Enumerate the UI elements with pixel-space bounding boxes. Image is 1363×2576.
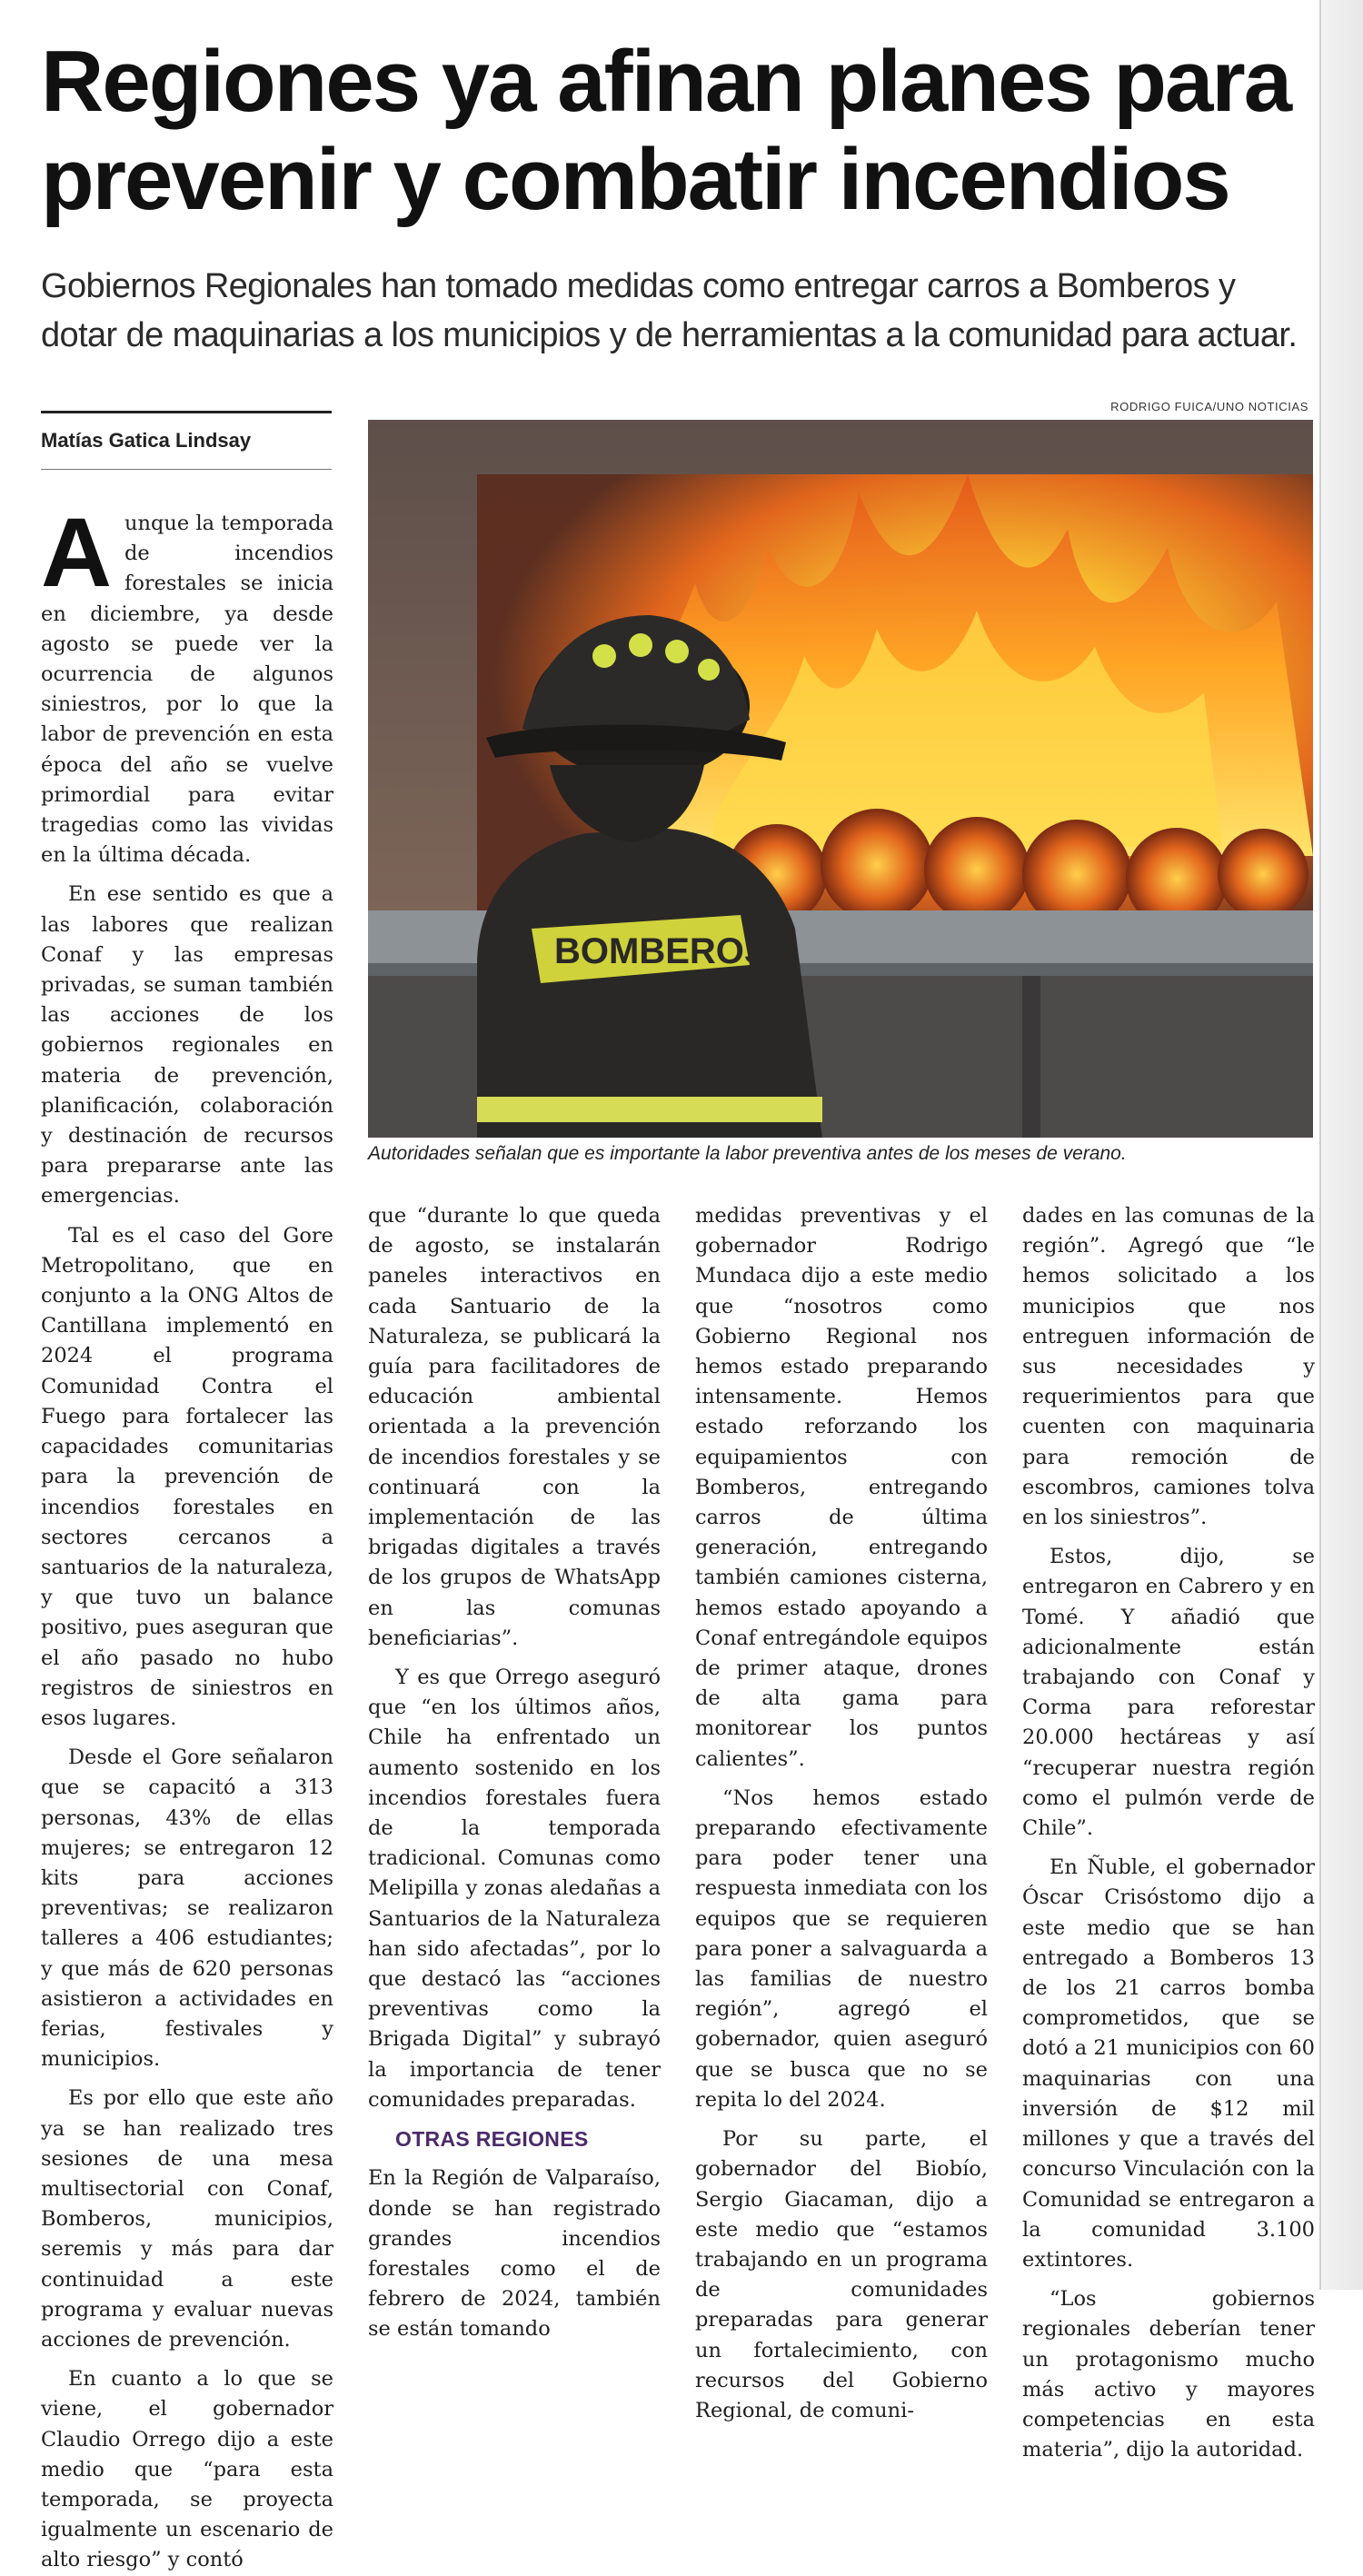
paragraph: En cuanto a lo que se viene, el gobernador Claudio Orrego dijo a este medio que “para esta temporada, se proyecta igualmente un escenario de alto riesgo” y contó bbox=[41, 2367, 333, 2572]
byline: Matías Gatica Lindsay bbox=[41, 429, 252, 452]
section-heading: OTRAS REGIONES bbox=[395, 2127, 589, 2152]
headline: Regiones ya afinan planes para prevenir y combatir incendios bbox=[41, 33, 1291, 228]
paragraph: Aunque la temporada de incendios forestales se inicia en diciembre, ya desde agosto se puede ver la ocurrencia de algunos siniestros, por lo que la labor de prevención en esta época del año se vuelve primordial para evitar tragedias como las vividas en la última década. bbox=[41, 497, 333, 868]
subheadline: Gobiernos Regionales han tomado medidas como entregar carros a Bomberos y dotar de maquinarias a los municipios y de herramientas a la comunidad para actuar. bbox=[41, 267, 1298, 354]
paragraph: En ese sentido es que a las labores que realizan Conaf y las empresas privadas, se suman también las acciones de los gobiernos regionales en materia de prevención, planificación, colaboración y destinación de recursos para prepararse ante las emergencias. bbox=[41, 882, 333, 1208]
photo-caption: Autoridades señalan que es importante la labor preventiva antes de los meses de verano. bbox=[368, 1143, 1127, 1164]
paragraph: “Los gobiernos regionales deberían tener un protagonismo mucho más activo y mayores competencias en esta materia”, dijo la autoridad. bbox=[1022, 2287, 1315, 2462]
paragraph: “Nos hemos estado preparando efectivamente para poder tener una respuesta inmediata con los equipos que se requieren para poner a salvaguarda a las familias de nuestro región”, agregó el gobernador, quien aseguró que se busca que no se repita lo del 2024. bbox=[695, 1785, 988, 2112]
paragraph: medidas preventivas y el gobernador Rodrigo Mundaca dijo a este medio que “nosotros como Gobierno Regional nos hemos estado preparando intensamente. Hemos estado reforzando los equipamientos con Bomberos, entregando carros de última generación, entregando también camiones cisterna, hemos estado apoyando a Conaf entregándole equipos de primer ataque, drones de alta gama para monitorear los puntos calientes”. bbox=[695, 1204, 988, 1771]
photo-credit: RODRIGO FUICA/UNO NOTICIAS bbox=[1110, 400, 1308, 413]
paragraph: En la Región de Valparaíso, donde se han registrado grandes incendios forestales como el de febrero de 2024, también se están tomando bbox=[368, 2166, 661, 2342]
byline-rule-top bbox=[41, 411, 332, 413]
paragraph: Es por ello que este año ya se han realizado tres sesiones de una mesa multisectorial con Conaf, Bomberos, municipios, seremis y más para dar continuidad a este programa y evaluar nuevas acciones de prevención. bbox=[41, 2086, 333, 2352]
page-edge-strip bbox=[1319, 0, 1363, 2290]
column-1 bbox=[41, 497, 333, 2576]
byline-rule-bottom bbox=[41, 469, 332, 470]
drop-cap: A bbox=[41, 497, 112, 607]
firefighter-photo bbox=[368, 420, 1313, 1138]
paragraph: Desde el Gore señalaron que se capacitó a 313 personas, 43% de ellas mujeres; se entregaron 12 kits para acciones preventivas; se realizaron talleres a 406 estudiantes; y que más de 620 personas asistieron a actividades en ferias, festivales y municipios. bbox=[41, 1746, 333, 2072]
paragraph: Y es que Orrego aseguró que “en los últimos años, Chile ha enfrentado un aumento sostenido en los incendios forestales fuera de la temporada tradicional. Comunas como Melipilla y zonas aledañas a Santuarios de la Naturaleza han sido afectadas”, por lo que destacó las “acciones preventivas como la Brigada Digital” y subrayó la importancia de tener comunidades preparadas. bbox=[368, 1666, 661, 2112]
column-4 bbox=[1022, 1201, 1315, 2465]
column-2 bbox=[368, 1201, 661, 2345]
paragraph: Tal es el caso del Gore Metropolitano, que en conjunto a la ONG Altos de Cantillana implementó en 2024 el programa Comunidad Contra el Fuego para fortalecer las capacidades comunitarias para la prevención de incendios forestales en sectores cercanos a santuarios de la naturaleza, y que tuvo un balance positivo, pues aseguran que el año pasado no hubo registros de siniestros en esos lugares. bbox=[41, 1223, 333, 1730]
paragraph: En Ñuble, el gobernador Óscar Crisóstomo dijo a este medio que se han entregado a Bomberos 13 de los 21 carros bomba comprometidos, que se dotó a 21 municipios con 60 maquinarias con una inversión de $12 mil millones y que a través del concurso Vinculación con la Comunidad se entregaron a la comunidad 3.100 extintores. bbox=[1022, 1855, 1315, 2272]
paragraph: dades en las comunas de la región”. Agregó que “le hemos solicitado a los municipios que nos entreguen información de sus necesidades y requerimientos para que cuenten con maquinaria para remoción de escombros, camiones tolva en los siniestros”. bbox=[1022, 1204, 1315, 1530]
paragraph: que “durante lo que queda de agosto, se instalarán paneles interactivos en cada Santuario de la Naturaleza, se publicará la guía para facilitadores de educación ambiental orientada a la prevención de incendios forestales y se continuará con la implementación de las brigadas digitales a través de los grupos de WhatsApp en las comunas beneficiarias”. bbox=[368, 1204, 661, 1650]
paragraph: Estos, dijo, se entregaron en Cabrero y en Tomé. Y añadió que adicionalmente están trabajando con Conaf y Corma para reforestar 20.000 hectáreas y así “recuperar nuestra región como el pulmón verde de Chile”. bbox=[1022, 1545, 1315, 1841]
jacket-lettering: BOMBEROS bbox=[554, 931, 769, 971]
column-3 bbox=[695, 1201, 988, 2426]
paragraph: Por su parte, el gobernador del Biobío, Sergio Giacaman, dijo a este medio que “estamos trabajando en un programa de comunidades preparadas para generar un fortalecimiento, con recursos del Gobierno Regional, de comuni- bbox=[695, 2127, 988, 2422]
